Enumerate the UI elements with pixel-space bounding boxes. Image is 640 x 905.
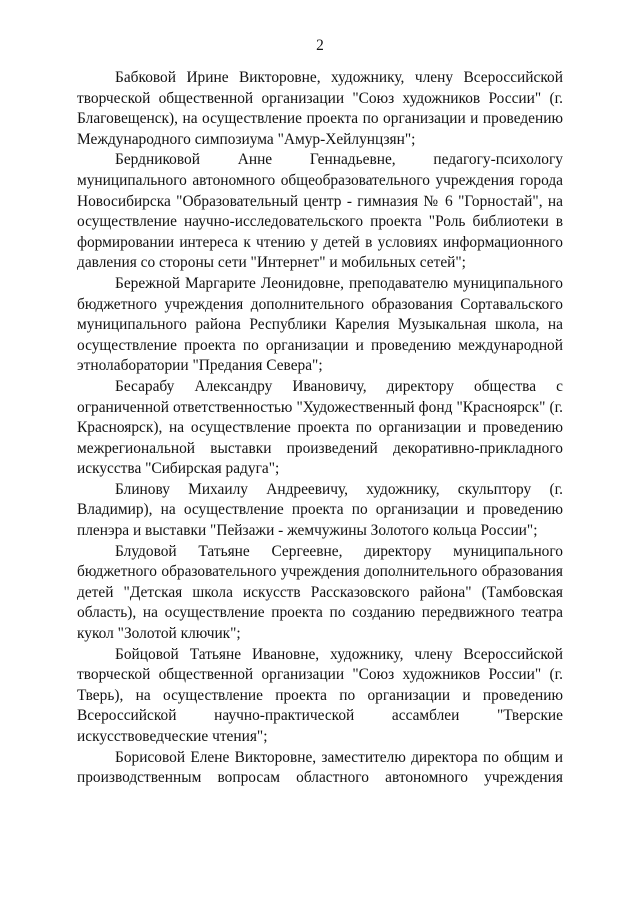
paragraph-blinov: Блинову Михаилу Андреевичу, художнику, скульптору (г. Владимир), на осуществление проекта по организации и проведению пленэра и выставки "Пейзажи - жемчужины Золотого кольца России"; [77,480,563,540]
paragraph-bludova: Блудовой Татьяне Сергеевне, директору муниципального бюджетного образовательного учреждения дополнительного образования детей "Детская школа искусств Рассказовского района" (Тамбовская область), на осуществление проекта по созданию передвижного театра кукол "Золотой ключик"; [77,542,563,643]
paragraph-borisova: Борисовой Елене Викторовне, заместителю директора по общим и производственным вопросам областного автономного учреждения [77,748,563,787]
paragraph-besarab: Бесарабу Александру Ивановичу, директору общества с ограниченной ответственностью "Художественный фонд "Красноярск" (г. Красноярск), на осуществление проекта по организации и проведению межрегиональной выставки произведений декоративно-прикладного искусства "Сибирская радуга"; [77,377,563,478]
paragraph-boytsova: Бойцовой Татьяне Ивановне, художнику, члену Всероссийской творческой общественной организации "Союз художников России" (г. Тверь), на осуществление проекта по организации и проведению Всероссийской научно-практической ассамблеи "Тверские искусствоведческие чтения"; [77,645,563,745]
paragraph-berezhnaya: Бережной Маргарите Леонидовне, преподавателю муниципального бюджетного учреждения дополнительного образования Сортавальского муниципального района Республики Карелия Музыкальная школа, на осуществление проекта по организации и проведению международной этнолаборатории "Предания Севера"; [77,274,563,375]
page-number: 2 [316,37,324,54]
paragraph-berdnikova: Бердниковой Анне Геннадьевне, педагогу-психологу муниципального автономного общеобразовательного учреждения города Новосибирска "Образовательный центр - гимназия № 6 "Горностай", на осуществление научно-исследовательского проекта "Роль библиотеки в формировании интереса к чтению у детей в условиях информационного давления со стороны сети "Интернет" и мобильных сетей"; [77,151,563,272]
document-body [77,68,563,789]
paragraph-babkova: Бабковой Ирине Викторовне, художнику, члену Всероссийской творческой общественной организации "Союз художников России" (г. Благовещенск), на осуществление проекта по организации и проведению Международного симпозиума "Амур-Хейлунцзян"; [77,69,563,148]
